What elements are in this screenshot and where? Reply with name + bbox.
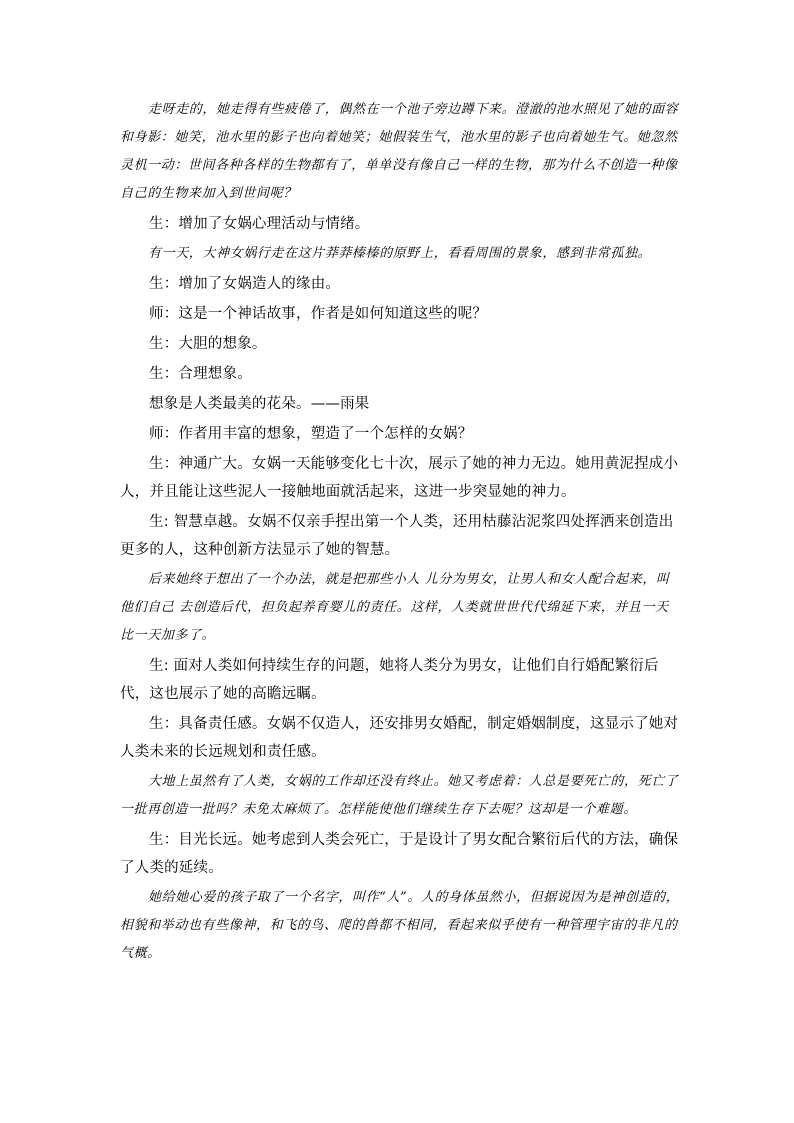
student-remark: 生：增加了女娲心理活动与情绪。 xyxy=(149,216,370,232)
teacher-question: 师：作者用丰富的想象，塑造了一个怎样的女娲？ xyxy=(149,426,473,442)
document-body xyxy=(120,96,680,970)
student-remark: 生：增加了女娲造人的缘由。 xyxy=(149,276,341,292)
quote-paragraph: 后来她终于想出了一个办法，就是把那些小人 儿分为男女，让男人和女人配合起来，叫他们自己 去创造后代，担负起养育婴儿的责任。这样，人类就世世代代绵延下来，并且一天比一天加多了。 xyxy=(120,572,670,643)
student-remark: 生: 智慧卓越。女娲不仅亲手捏出第一个人类，还用枯藤沾泥浆四处挥洒来创造出更多的人，这种创新方法显示了她的智慧。 xyxy=(120,514,674,558)
student-remark: 生：大胆的想象。 xyxy=(149,336,267,352)
student-remark: 生：神通广大。女娲一天能够变化七十次，展示了她的神力无边。她用黄泥捏成小人，并且能让这些泥人一接触地面就活起来，这进一步突显她的神力。 xyxy=(120,456,679,500)
student-remark: 生：目光长远。她考虑到人类会死亡，于是设计了男女配合繁衍后代的方法，确保了人类的延续。 xyxy=(120,832,679,876)
quote-paragraph: 大地上虽然有了人类，女娲的工作却还没有终止。她又考虑着：人总是要死亡的，死亡了一批再创造一批吗？未免太麻烦了。怎样能使他们继续生存下去呢？这却是一个难题。 xyxy=(120,774,679,817)
teacher-question: 师：这是一个神话故事，作者是如何知道这些的呢？ xyxy=(149,306,488,322)
quotation-line: 想象是人类最美的花朵。——雨果 xyxy=(149,396,370,412)
student-remark: 生：合理想象。 xyxy=(149,366,252,382)
quote-paragraph: 走呀走的，她走得有些疲倦了，偶然在一个池子旁边蹲下来。澄澈的池水照见了她的面容和身影：她笑，池水里的影子也向着她笑；她假装生气，池水里的影子也向着她生气。她忽然灵机一动：世间各种各样的生物都有了，单单没有像自己一样的生物，那为什么不创造一种像自己的生物来加入到世间呢？ xyxy=(120,102,679,201)
quote-paragraph: 她给她心爱的孩子取了一个名字，叫作“人”。人的身体虽然小，但据说因为是神创造的，相貌和举动也有些像神，和飞的鸟、爬的兽都不相同，看起来似乎使有一种管理宇宙的非凡的气概。 xyxy=(120,890,680,961)
student-remark: 生：具备责任感。女娲不仅造人，还安排男女婚配，制定婚姻制度，这显示了她对人类未来的长远规划和责任感。 xyxy=(120,716,679,760)
quote-paragraph: 有一天，大神女娲行走在这片莽莽榛榛的原野上，看看周围的景象，感到非常孤独。 xyxy=(148,246,652,261)
student-remark: 生: 面对人类如何持续生存的问题，她将人类分为男女，让他们自行婚配繁衍后代，这也展示了她的高瞻远瞩。 xyxy=(120,658,659,702)
